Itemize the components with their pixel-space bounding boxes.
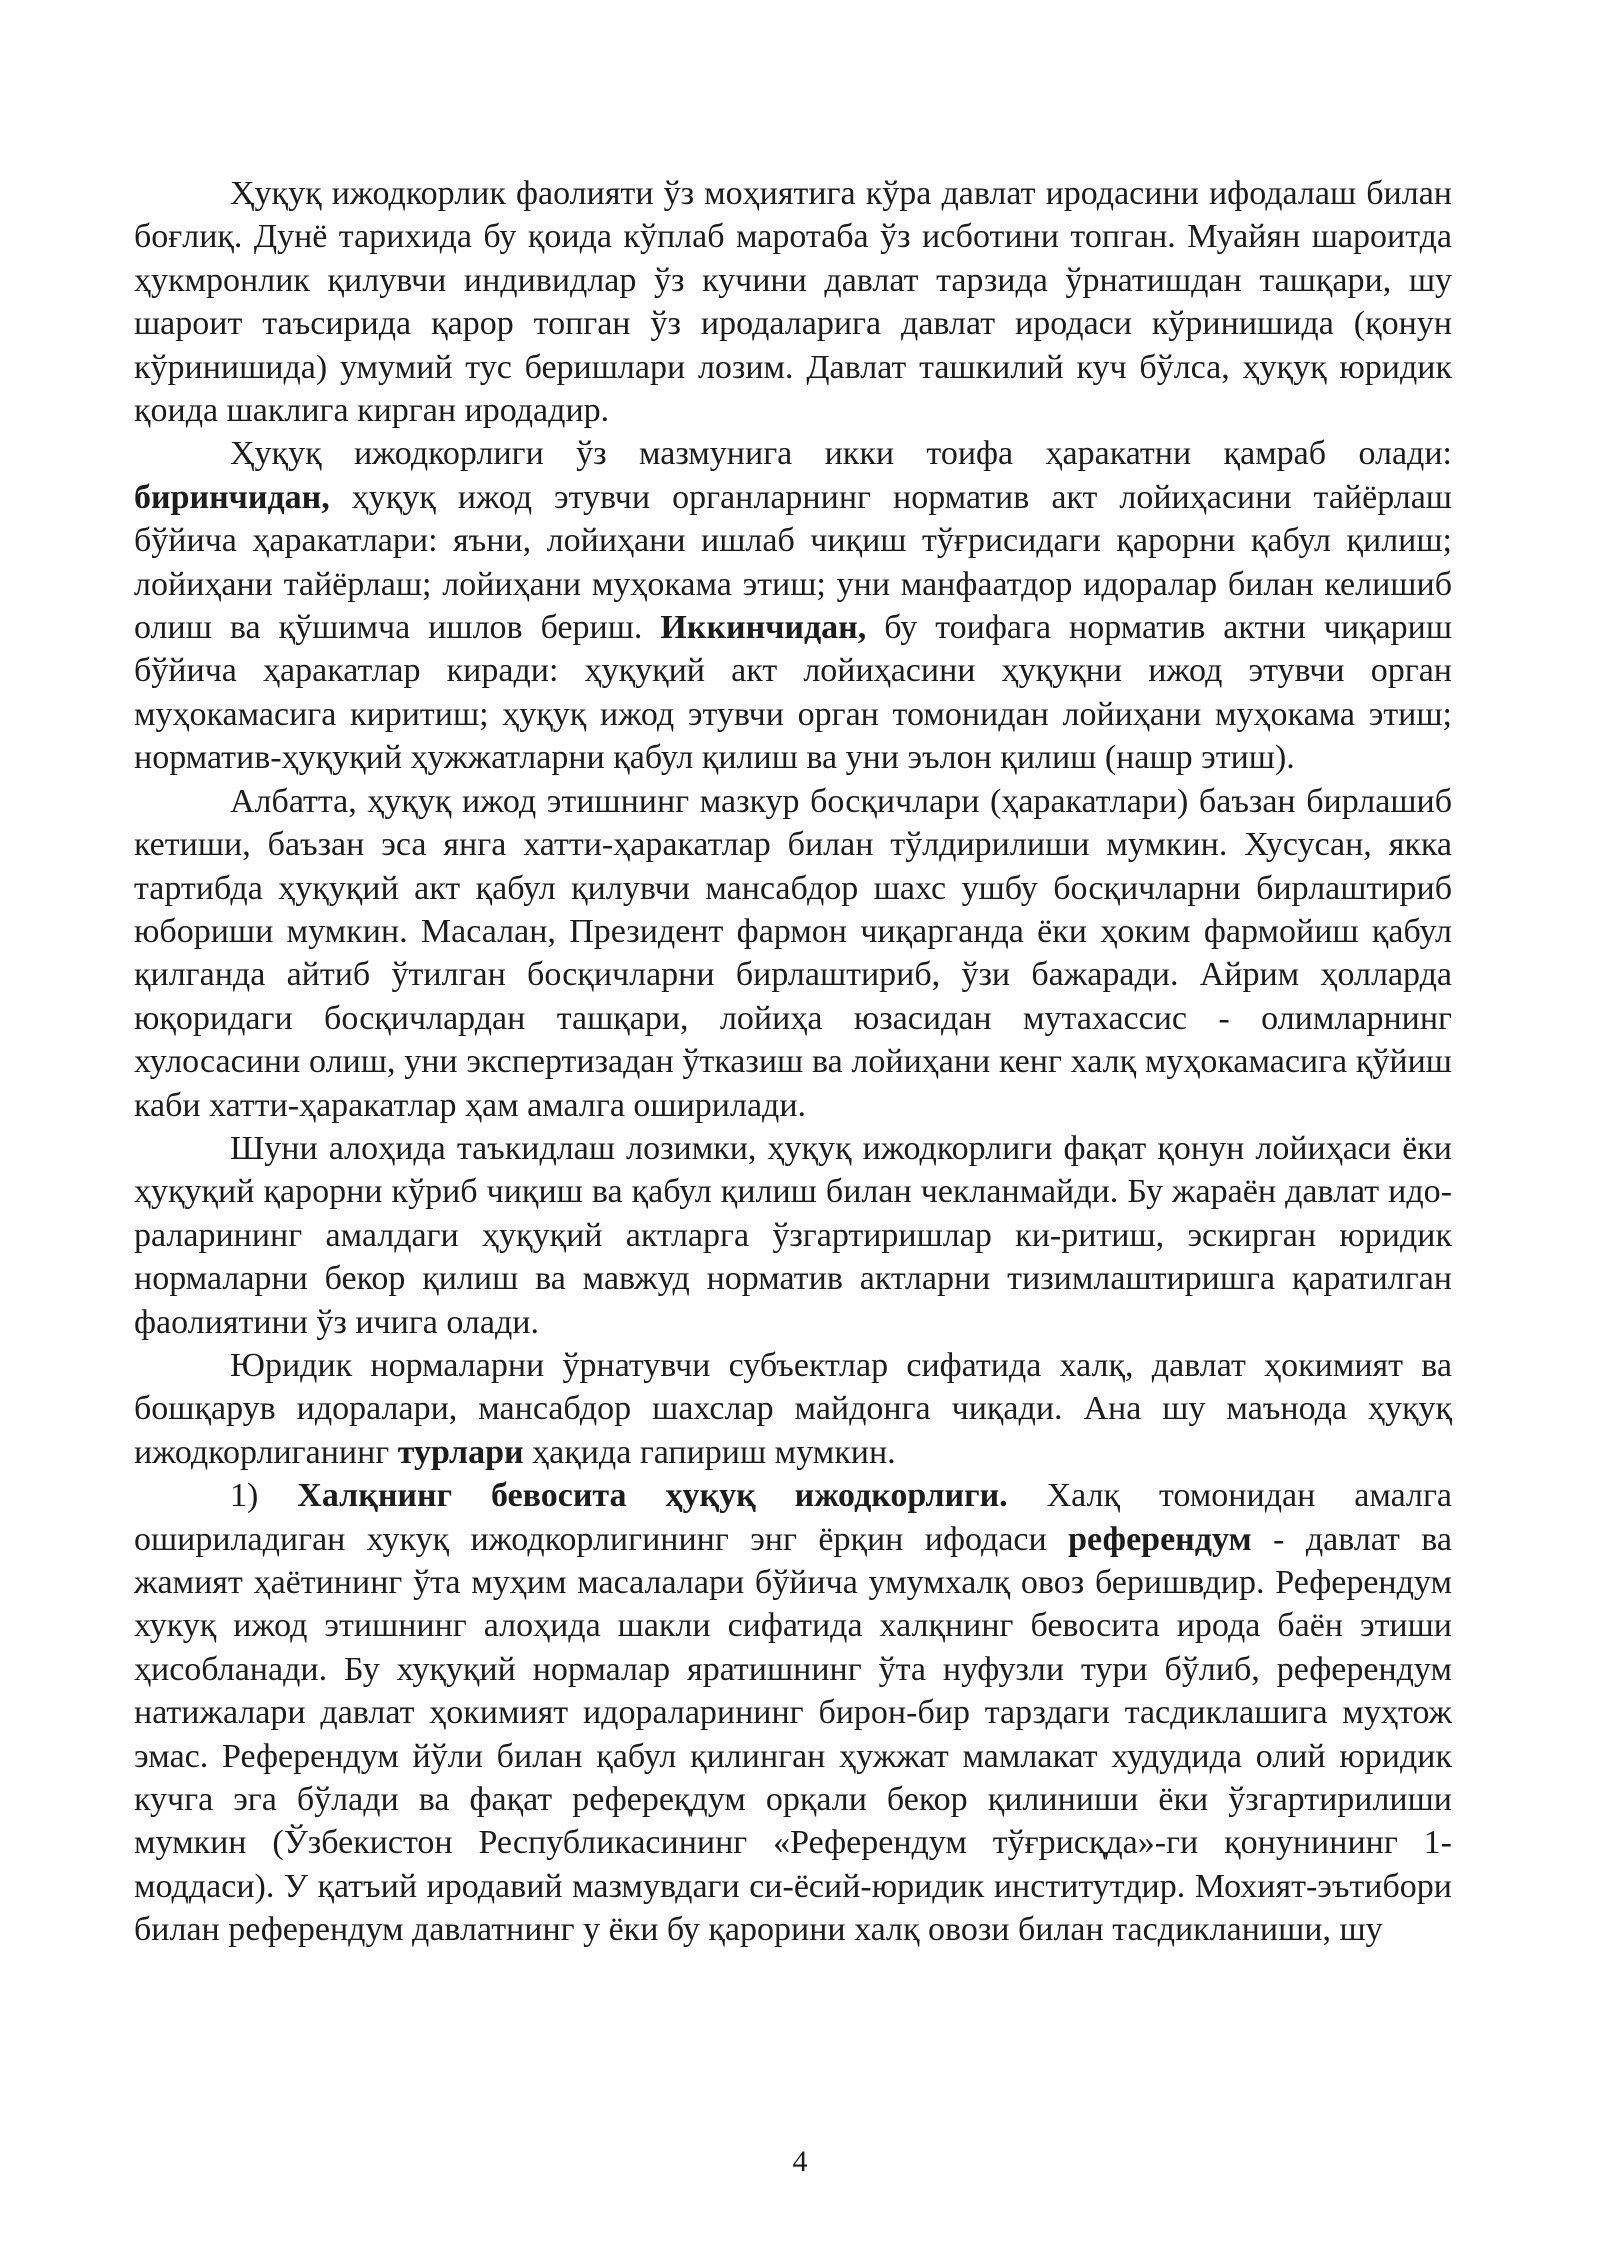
paragraph-6-text-c: - давлат ва жамият ҳаётининг ўта муҳим масалалари бўйича умумхалқ овоз беришвдир. Референдум хукуқ ижод этишнинг алоҳида шакли сифатида халқнинг бевосита ирода баён этиши ҳисобланади. Бу хуқуқий нормалар яратишнинг ўта нуфузли тури бўлиб, референдум натижалари давлат ҳокимият идораларининг бирон-бир тарздаги тасдиклашига муҳтож эмас. Референдум йўли билан қабул қилинган ҳужжат мамлакат худудида олий юридик кучга эга бўлади ва фақат рефереқдум орқали бекор қилиниши ёки ўзгартирилиши мумкин (Ўзбекистон Республикасининг «Референдум тўғрисқда»-ги қонунининг 1-моддаси). У қатъий иродавий мазмувдаги си-ёсий-юридик институтдир. Мохият-эътибори билан референдум давлатнинг у ёки бу қарорини халқ овози билан тасдикланиши, шу (134, 1520, 1452, 1949)
paragraph-6 (134, 1474, 1452, 1951)
document-body (134, 172, 1452, 1952)
bold-term-referendum: референдум (1068, 1520, 1252, 1558)
paragraph-6-text-a: 1) (230, 1477, 298, 1515)
paragraph-1 (134, 172, 1452, 432)
paragraph-4-text: Шуни алоҳида таъкидлаш лозимки, ҳуқуқ ижодкорлиги фақат қонун лойиҳаси ёки ҳуқуқий қарорни кўриб чиқиш ва қабул қилиш билан чекланмайди. Бу жараён давлат идо-раларининг амалдаги ҳуқуқий актларга ўзгартиришлар ки-ритиш, эскирган юридик нормаларни бекор қилиш ва мавжуд норматив актларни тизимлаштиришга қаратилган фаолиятини ўз ичига олади. (134, 1129, 1452, 1341)
bold-term-ikkinchidan: Иккинчидан, (660, 609, 867, 647)
page-number: 4 (792, 2145, 808, 2178)
bold-term-turlari: турлари (397, 1433, 524, 1471)
paragraph-5-text-b: ҳақида гапириш мумкин. (523, 1433, 896, 1471)
paragraph-5-text-a: Юридик нормаларни ўрнатувчи субъектлар сифатида халқ, давлат ҳокимият ва бошқарув идоралари, мансабдор шахслар майдонга чиқади. Ана шу маънода ҳуқуқ ижодкорлиганинг (134, 1346, 1452, 1471)
bold-term-birinchidan: биринчидан, (134, 478, 330, 516)
paragraph-2-text-a: Ҳуқуқ ижодкорлиги ўз мазмунига икки тоифа ҳаракатни қамраб олади: (230, 435, 1452, 473)
paragraph-5 (134, 1344, 1452, 1474)
paragraph-6-text-b: Халқ томонидан амалга ошириладиган хукуқ ижодкорлигининг энг ёрқин ифодаси (134, 1477, 1453, 1558)
paragraph-2-text-c: бу тоифага норматив актни чиқариш бўйича ҳаракатлар киради: ҳуқуқий акт лойиҳасини ҳуқуқни ижод этувчи орган муҳокамасига киритиш; ҳуқуқ ижод этувчи орган томонидан лойиҳани муҳокама этиш; норматив-ҳуқуқий ҳужжатларни қабул қилиш ва уни эълон қилиш (нашр этиш). (134, 609, 1452, 777)
bold-heading-halq-ijodkorligi: Халқнинг бевосита ҳуқуқ ижодкорлиги. (297, 1477, 1008, 1515)
paragraph-3-text: Албатта, ҳуқуқ ижод этишнинг мазкур босқичлари (ҳаракатлари) баъзан бирлашиб кетиши, баъзан эса янга хатти-ҳаракатлар билан тўлдирилиши мумкин. Хусусан, якка тартибда ҳуқуқий акт қабул қилувчи мансабдор шахс ушбу босқичларни бирлаштириб юбориши мумкин. Масалан, Президент фармон чиқарганда ёки ҳоким фармойиш қабул қилганда айтиб ўтилган босқичларни бирлаштириб, ўзи бажаради. Айрим ҳолларда юқоридаги босқичлардан ташқари, лойиҳа юзасидан мутахассис - олимларнинг хулосасини олиш, уни экспертизадан ўтказиш ва лойиҳани кенг халқ муҳокамасига қўйиш каби хатти-ҳаракатлар ҳам амалга оширилади. (134, 782, 1452, 1124)
paragraph-3 (134, 780, 1452, 1127)
paragraph-1-text: Ҳуқуқ ижодкорлик фаолияти ўз моҳиятига кўра давлат иродасини ифодалаш билан боғлиқ. Дунё тарихида бу қоида кўплаб маротаба ўз исботини топган. Муайян шароитда ҳукмронлик қилувчи индивидлар ўз кучини давлат тарзида ўрнатишдан ташқари, шу шароит таъсирида қарор топган ўз иродаларига давлат иродаси кўринишида (қонун кўринишида) умумий тус беришлари лозим. Давлат ташкилий куч бўлса, ҳуқуқ юридик қоида шаклига кирган иродадир. (134, 175, 1452, 430)
paragraph-2-text-b: ҳуқуқ ижод этувчи органларнинг норматив акт лойиҳасини тайёрлаш бўйича ҳаракатлари: яъни, лойиҳани ишлаб чиқиш тўғрисидаги қарорни қабул қилиш; лойиҳани тайёрлаш; лойиҳани муҳокама этиш; уни манфаатдор идоралар билан келишиб олиш ва қўшимча ишлов бериш. (134, 478, 1452, 647)
paragraph-4 (134, 1127, 1452, 1344)
paragraph-2 (134, 432, 1452, 779)
